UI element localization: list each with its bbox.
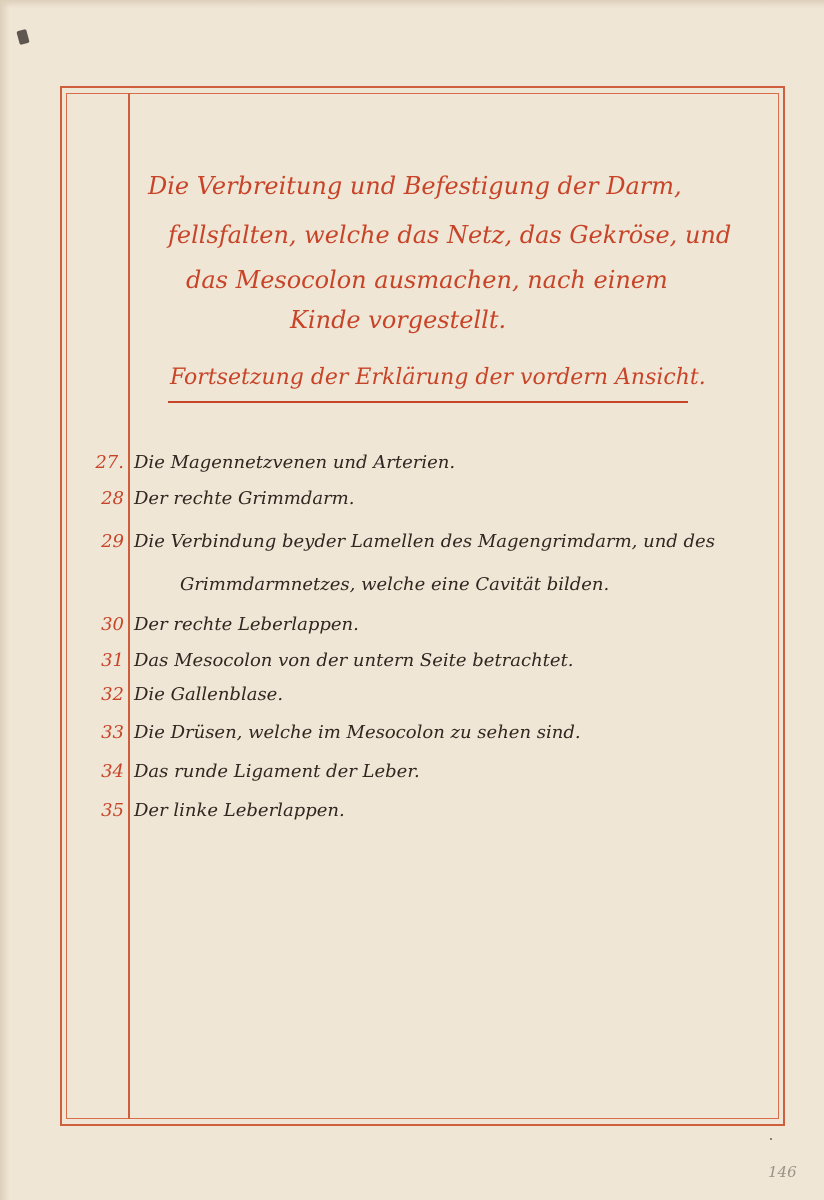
entry-number: 27. [95, 452, 124, 473]
entry-number: 28 [101, 488, 124, 509]
entry-number: 35 [101, 800, 124, 821]
corner-tear-mark [16, 29, 29, 45]
entry-text: Das Mesocolon von der untern Seite betrachtet. [134, 650, 574, 671]
margin-rule-line [128, 93, 130, 1119]
folio-number: 146 [768, 1163, 797, 1181]
subtitle-heading: Fortsetzung der Erklärung der vordern Ansicht. [170, 365, 706, 390]
entry-text: Das runde Ligament der Leber. [134, 761, 420, 782]
title-line-3: das Mesocolon ausmachen, nach einem [186, 266, 668, 294]
entry-number: 32 [101, 684, 124, 705]
entry-text: Die Magennetzvenen und Arterien. [134, 452, 456, 473]
entry-text: Der linke Leberlappen. [134, 800, 345, 821]
paper-edge-left [0, 0, 10, 1200]
entry-number: 34 [101, 761, 124, 782]
entry-continuation-text: Grimmdarmnetzes, welche eine Cavität bilden. [180, 574, 610, 595]
entry-text: Die Gallenblase. [134, 684, 284, 705]
entry-number: 29 [101, 531, 124, 552]
entry-text: Die Verbindung beyder Lamellen des Magengrimdarm, und des [134, 531, 715, 552]
title-line-1: Die Verbreitung und Befestigung der Darm, [148, 172, 682, 200]
entry-text: Die Drüsen, welche im Mesocolon zu sehen sind. [134, 722, 581, 743]
entry-text: Der rechte Grimmdarm. [134, 488, 355, 509]
title-line-2: fellsfalten, welche das Netz, das Gekröse, und [168, 221, 732, 249]
entry-number: 33 [101, 722, 124, 743]
entry-number: 31 [101, 650, 124, 671]
ink-dot [770, 1138, 772, 1140]
entry-text: Der rechte Leberlappen. [134, 614, 359, 635]
subtitle-underline [168, 401, 688, 403]
entry-number: 30 [101, 614, 124, 635]
paper-edge-top [0, 0, 824, 8]
title-line-4: Kinde vorgestellt. [290, 306, 507, 334]
